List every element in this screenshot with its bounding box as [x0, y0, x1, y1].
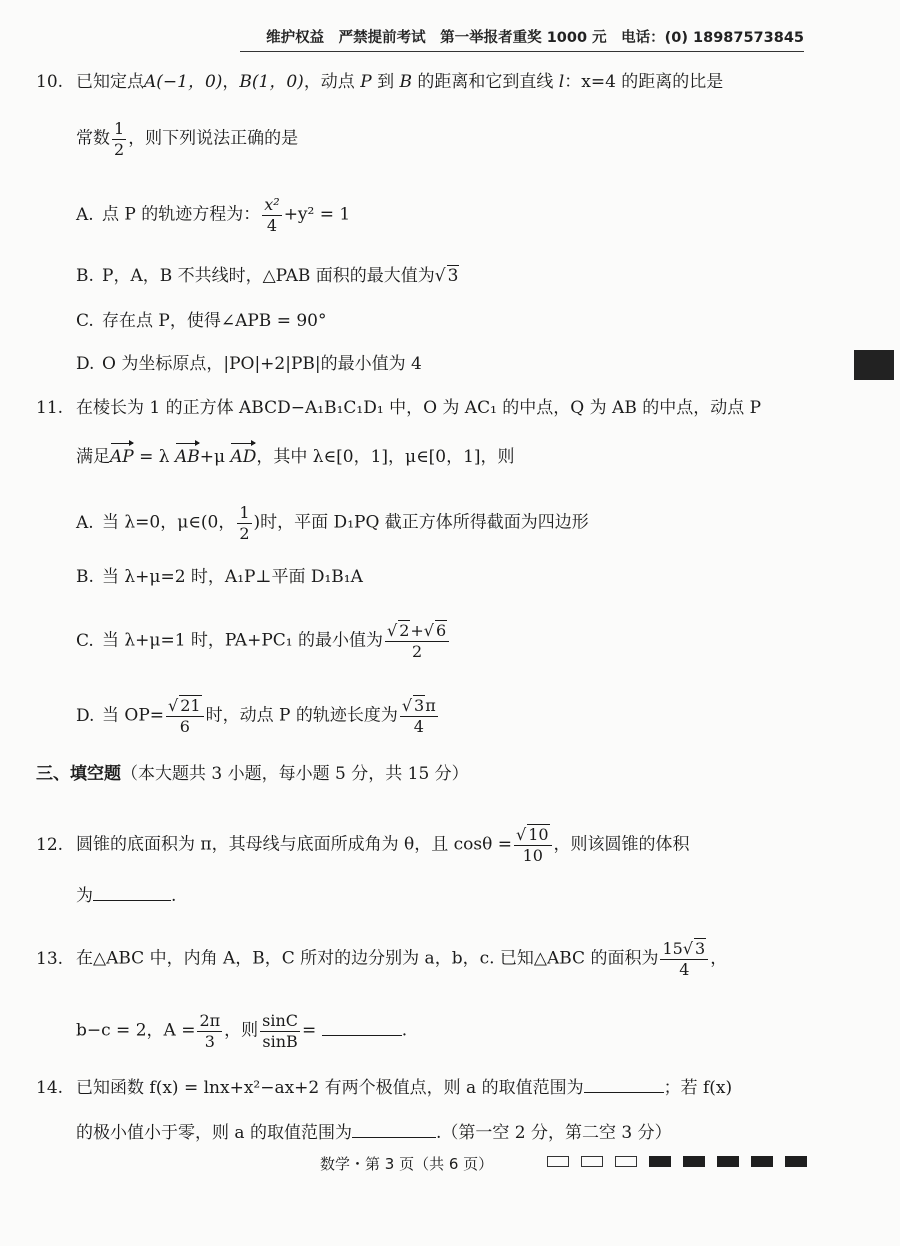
q11-a-fraction — [237, 504, 251, 542]
q10-stem-text: ：x=4 的距离的比是 — [564, 72, 724, 92]
q10-var-b: B — [399, 72, 412, 92]
page-square-filled — [751, 1156, 773, 1167]
frac-num: 1 — [239, 503, 250, 522]
q10-var-l: l — [558, 72, 565, 92]
interval-open: (0， — [200, 512, 236, 533]
frac-den: sinB — [262, 1031, 298, 1051]
q11-stem-text: 在棱长为 1 的正方体 ABCD−A₁B₁C₁D₁ 中，O 为 AC₁ 的中点，Q 为 AB 的中点，动点 P — [76, 398, 762, 418]
frac-num: 15√ 3 — [660, 940, 708, 960]
page-square-filled — [683, 1156, 705, 1167]
q11-option-a — [76, 504, 589, 542]
sqrt-radicand: 3 — [447, 266, 459, 286]
sqrt-radicand: 3 — [414, 696, 425, 715]
frac-num: √ 21 — [166, 697, 204, 717]
option-letter: D. — [76, 354, 95, 374]
sqrt-radicand: 6 — [436, 621, 447, 640]
exam-header: 维护权益 严禁提前考试 第一举报者重奖 1000 元 电话：(0) 18987573845 — [240, 26, 804, 52]
page-square-filled — [649, 1156, 671, 1167]
q11-number: 11. — [36, 398, 64, 418]
sqrt-radicand: 21 — [180, 696, 201, 715]
frac-num: x² — [264, 195, 280, 214]
q10-stem-text: ，则下列说法正确的是 — [128, 128, 299, 149]
q10-option-b: B. P，A，B 不共线时，△PAB 面积的最大值为√ 3 — [76, 266, 459, 286]
q14-text: 已知函数 f(x) = lnx+x²−ax+2 有两个极值点，则 a 的取值范围为 — [76, 1078, 584, 1098]
page-square-empty — [615, 1156, 637, 1167]
vector-ab: AB — [174, 447, 200, 467]
q13-area-fraction — [660, 940, 708, 978]
q12-line2 — [76, 884, 176, 907]
q10-stem-text: 到 — [377, 72, 395, 92]
q14-line2 — [76, 1121, 672, 1144]
frac-den: 2 — [114, 139, 125, 159]
q10-stem-text: ，动点 — [303, 72, 355, 92]
option-letter: C. — [76, 311, 94, 331]
q13-line2 — [76, 1012, 407, 1050]
q12-text: 圆锥的底面积为 π，其母线与底面所成角为 θ，且 cosθ = — [76, 834, 512, 855]
page-square-filled — [717, 1156, 739, 1167]
frac-num: √ 3π — [401, 696, 436, 715]
option-letter: A. — [76, 512, 94, 533]
q14-answer-blank-1[interactable] — [584, 1076, 664, 1093]
option-text: 存在点 P，使得∠APB = 90° — [102, 311, 327, 331]
option-text: 当 λ+μ=1 时，PA+PC₁ 的最小值为 — [102, 630, 383, 651]
q13-text: 在△ABC 中，内角 A，B，C 所对的边分别为 a，b，c. 已知△ABC 的面积为 — [76, 948, 659, 969]
q14-text: ；若 f(x) — [663, 1078, 733, 1098]
option-text: 点 P 的轨迹方程为： — [102, 204, 261, 225]
q10-fraction-half — [112, 120, 126, 158]
page-footer: 数学・第 3 页（共 6 页） — [320, 1155, 494, 1173]
frac-num: √ 10 — [514, 826, 552, 846]
q10-stem-line1 — [36, 72, 723, 93]
q10-stem-text: 的距离和它到直线 — [417, 72, 554, 92]
frac-num: √ 2+√ 6 — [385, 622, 449, 642]
q10-option-c — [76, 311, 326, 332]
frac-den: 4 — [266, 215, 278, 235]
frac-num: sinC — [262, 1011, 299, 1030]
q10-var-p: P — [360, 72, 372, 92]
q10-a-fraction — [262, 196, 281, 234]
q11-d-fraction2 — [400, 697, 438, 735]
q14-answer-blank-2[interactable] — [352, 1121, 436, 1138]
q12-line1 — [36, 826, 690, 864]
option-letter: C. — [76, 630, 94, 651]
page-square-filled — [785, 1156, 807, 1167]
option-letter: A. — [76, 204, 94, 225]
q13-ratio-fraction — [260, 1012, 300, 1050]
q10-stem-text: 已知定点 — [76, 72, 144, 92]
frac-num: 1 — [114, 119, 125, 138]
q13-answer-blank[interactable] — [322, 1019, 402, 1036]
q10-number: 10. — [36, 72, 64, 92]
q10-stem-line2 — [76, 120, 298, 158]
frac-num: 2π — [199, 1011, 221, 1030]
option-text: P，A，B 不共线时，△PAB 面积的最大值为 — [102, 266, 435, 286]
q12-text: ，则该圆锥的体积 — [553, 834, 690, 855]
q10-point-b: B(1，0) — [239, 72, 304, 92]
q11-plus: +μ — [199, 447, 231, 467]
q11-option-d — [76, 697, 440, 735]
frac-den: 6 — [179, 716, 190, 736]
frac-den: 3 — [204, 1031, 215, 1051]
vector-ad: AD — [230, 447, 257, 467]
frac-den: 2 — [239, 523, 250, 543]
sqrt-radicand: 2 — [399, 621, 410, 640]
option-text: 当 λ=0，μ∈ — [102, 512, 201, 533]
q11-stem-text: ，其中 λ∈[0，1]，μ∈[0，1]，则 — [256, 447, 515, 467]
option-text: 时，动点 P 的轨迹长度为 — [205, 705, 398, 726]
frac-den: 4 — [413, 716, 424, 736]
q14-line1 — [36, 1076, 732, 1099]
q11-c-fraction — [385, 622, 449, 660]
option-text: +y² = 1 — [283, 204, 351, 225]
page-indicator-squares — [547, 1156, 807, 1167]
vector-ap: AP — [110, 447, 134, 467]
q11-d-fraction1 — [166, 697, 204, 735]
section-3-heading — [36, 764, 469, 785]
q11-option-b — [76, 567, 363, 588]
side-tab-marker — [854, 350, 894, 380]
frac-den: 10 — [522, 845, 543, 865]
q13-line1 — [36, 940, 727, 978]
q13-text: b−c = 2，A = — [76, 1020, 196, 1041]
option-text: 时，平面 D₁PQ 截正方体所得截面为四边形 — [260, 512, 589, 533]
coef: 15 — [662, 939, 683, 958]
section-title: 三、填空题 — [36, 764, 121, 784]
q12-answer-blank[interactable] — [93, 884, 171, 901]
q13-eq: = — [302, 1020, 317, 1041]
page-square-empty — [547, 1156, 569, 1167]
q12-end: . — [171, 886, 177, 906]
q11-stem-line1 — [36, 398, 761, 419]
page-square-empty — [581, 1156, 603, 1167]
q12-number: 12. — [36, 834, 64, 855]
q13-angle-fraction — [197, 1012, 222, 1050]
option-text: O 为坐标原点，|PO|+2|PB|的最小值为 4 — [102, 354, 422, 374]
interval-close: ) — [253, 512, 261, 533]
frac-den: 4 — [679, 959, 690, 979]
q10-option-a — [76, 196, 350, 234]
frac-den: 2 — [412, 641, 423, 661]
frac-plus: + — [410, 621, 424, 640]
q12-text: 为 — [76, 886, 93, 906]
q10-option-d — [76, 354, 422, 375]
q14-number: 14. — [36, 1078, 64, 1098]
q10-point-a: A(−1，0) — [144, 72, 223, 92]
option-text: 当 OP= — [102, 705, 165, 726]
option-letter: D. — [76, 705, 95, 726]
q11-option-c — [76, 622, 451, 660]
section-note: （本大题共 3 小题，每小题 5 分，共 15 分） — [121, 764, 469, 784]
q13-comma: ， — [710, 948, 728, 969]
option-text: 当 λ+μ=2 时，A₁P⊥平面 D₁B₁A — [102, 567, 363, 587]
q10-stem-text: 常数 — [76, 128, 110, 149]
option-letter: B. — [76, 266, 94, 286]
q12-cos-fraction — [514, 826, 552, 864]
q11-eq: = λ — [133, 447, 175, 467]
option-letter: B. — [76, 567, 94, 587]
q10-sep: ， — [222, 72, 240, 92]
q13-number: 13. — [36, 948, 64, 969]
q11-stem-line2 — [76, 447, 515, 468]
q14-text: 的极小值小于零，则 a 的取值范围为 — [76, 1123, 352, 1143]
q13-end: . — [401, 1020, 408, 1041]
q11-stem-text: 满足 — [76, 447, 110, 467]
sqrt-radicand: 10 — [528, 825, 549, 844]
q13-text: ，则 — [224, 1020, 259, 1041]
pi-symbol: π — [425, 696, 436, 715]
sqrt-radicand: 3 — [695, 939, 706, 958]
q14-text: .（第一空 2 分，第二空 3 分） — [435, 1123, 672, 1143]
